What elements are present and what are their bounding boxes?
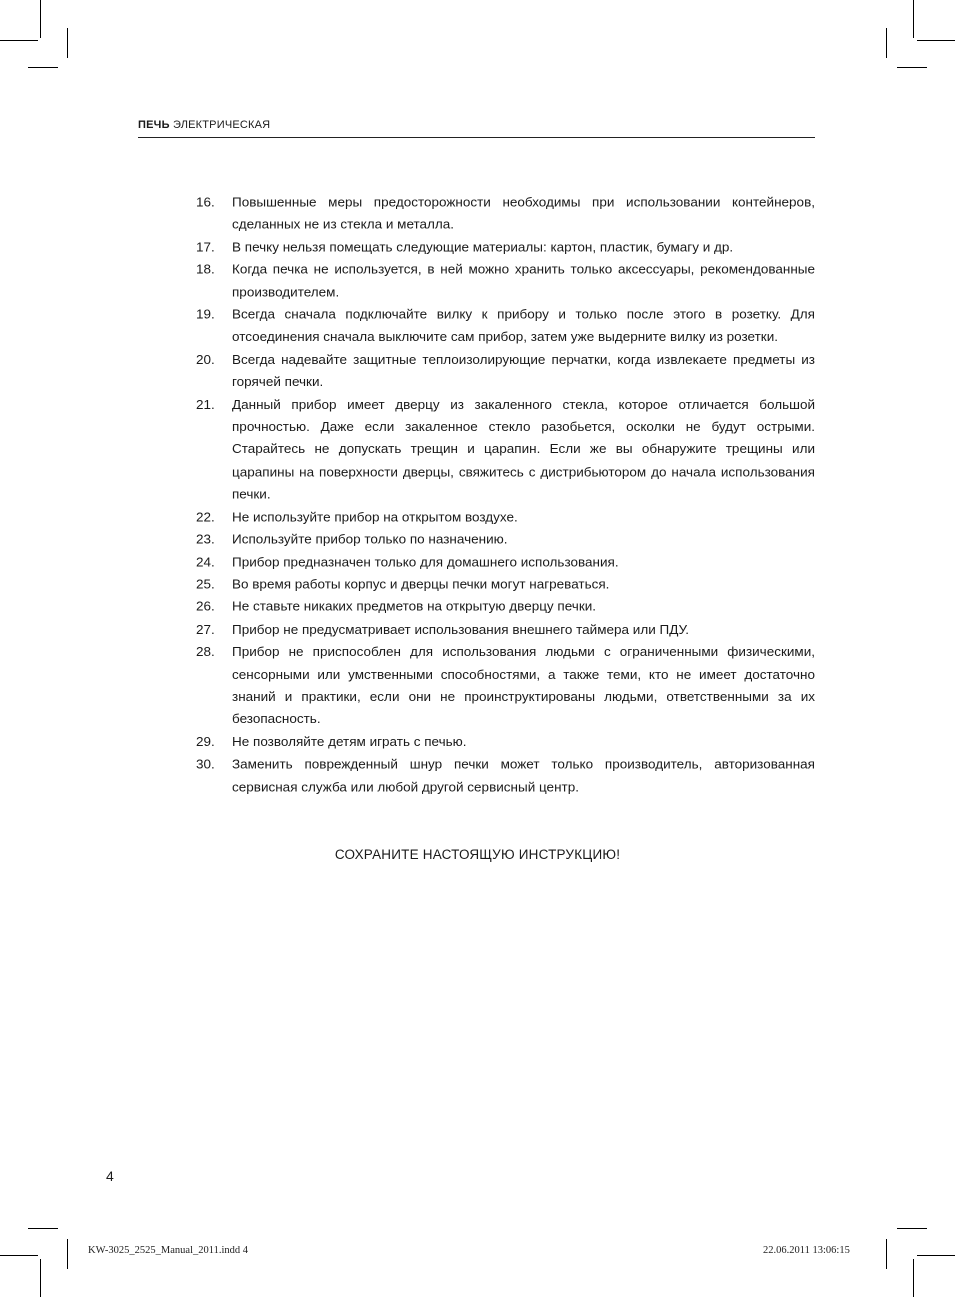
list-item-number: 30. xyxy=(196,756,215,772)
list-item xyxy=(196,731,815,753)
list-item xyxy=(196,753,815,798)
list-item xyxy=(196,191,815,236)
list-item-number: 24. xyxy=(196,554,215,569)
list-item xyxy=(196,303,815,348)
list-item-number: 21. xyxy=(196,397,215,412)
crop-mark xyxy=(886,28,887,58)
slug-timestamp: 22.06.2011 13:06:15 xyxy=(763,1245,850,1256)
running-header xyxy=(138,119,815,138)
slug-filename: KW-3025_2525_Manual_2011.indd 4 xyxy=(88,1245,249,1256)
list-item-number: 26. xyxy=(196,599,215,614)
list-item xyxy=(196,573,815,595)
list-item-text: Данный прибор имеет дверцу из закаленного стекла, которое отличается большой прочностью. Даже если закаленное стекло разобьется, осколки не будут острыми. Старайтесь не допускать трещин и царапин. Если же вы обнаружите трещины или царапины на поверхности дверцы, свяжитесь с дистрибьютором до начала использования печки. xyxy=(232,397,815,502)
list-item-text: Используйте прибор только по назначению. xyxy=(232,532,508,547)
crop-mark xyxy=(897,67,927,68)
crop-mark xyxy=(917,1255,955,1256)
list-item-text: Не позволяйте детям играть с печью. xyxy=(232,734,467,749)
list-item-number: 19. xyxy=(196,307,215,322)
list-item-number: 16. xyxy=(196,194,215,210)
list-item xyxy=(196,393,815,505)
list-item-text: Не ставьте никаких предметов на открытую дверцу печки. xyxy=(232,599,597,614)
crop-mark xyxy=(897,1228,927,1229)
safety-instructions-list xyxy=(196,191,815,798)
list-item-number: 23. xyxy=(196,532,215,547)
list-item-number: 20. xyxy=(196,352,215,367)
list-item xyxy=(196,528,815,550)
list-item-text: Прибор не предусматривает использования внешнего таймера или ПДУ. xyxy=(232,621,690,637)
list-item xyxy=(196,236,815,258)
list-item-number: 27. xyxy=(196,621,215,637)
header-title-bold: ПЕЧЬ xyxy=(138,119,170,131)
crop-mark xyxy=(40,1259,41,1297)
closing-note: СОХРАНИТЕ НАСТОЯЩУЮ ИНСТРУКЦИЮ! xyxy=(334,847,621,862)
list-item xyxy=(196,618,815,640)
crop-mark xyxy=(886,1239,887,1269)
list-item xyxy=(196,258,815,303)
page-number: 4 xyxy=(106,1168,114,1184)
crop-mark xyxy=(0,40,38,41)
crop-mark xyxy=(40,0,41,38)
list-item-text: Прибор предназначен только для домашнего использования. xyxy=(232,554,619,569)
list-item-number: 28. xyxy=(196,644,215,659)
crop-mark xyxy=(917,40,955,41)
list-item-text: Всегда сначала подключайте вилку к прибору и только после этого в розетку. Для отсоединения сначала выключите сам прибор, затем уже выдерните вилку из розетки. xyxy=(232,307,815,345)
list-item-text: Повышенные меры предосторожности необходимы при использовании контейнеров, сделанных не из стекла и металла. xyxy=(232,194,815,232)
list-item xyxy=(196,551,815,573)
crop-mark xyxy=(913,1259,914,1297)
list-item xyxy=(196,596,815,618)
header-title-rest: ЭЛЕКТРИЧЕСКАЯ xyxy=(172,119,271,131)
list-item-number: 25. xyxy=(196,577,215,592)
list-item-text: Заменить поврежденный шнур печки может только производитель, авторизованная сервисная служба или любой другой сервисный центр. xyxy=(232,756,815,794)
list-item-text: Во время работы корпус и дверцы печки могут нагреваться. xyxy=(232,577,610,592)
crop-mark xyxy=(28,67,58,68)
crop-mark xyxy=(28,1228,58,1229)
list-item-number: 22. xyxy=(196,509,215,524)
list-item xyxy=(196,641,815,731)
list-item-text: Когда печка не используется, в ней можно хранить только аксессуары, рекомендованные производителем. xyxy=(232,262,815,300)
list-item-text: Всегда надевайте защитные теплоизолирующие перчатки, когда извлекаете предметы из горячей печки. xyxy=(232,352,815,390)
crop-mark xyxy=(913,0,914,38)
list-item-number: 29. xyxy=(196,734,215,749)
list-item-number: 18. xyxy=(196,262,215,277)
list-item xyxy=(196,348,815,393)
list-item xyxy=(196,506,815,528)
list-item-text: Не используйте прибор на открытом воздухе. xyxy=(232,509,518,524)
crop-mark xyxy=(0,1255,38,1256)
list-item-text: В печку нельзя помещать следующие материалы: картон, пластик, бумагу и др. xyxy=(232,239,734,255)
crop-mark xyxy=(67,1239,68,1269)
list-item-text: Прибор не приспособлен для использования людьми с ограниченными физическими, сенсорными или умственными способностями, а также теми, кто не имеет достаточно знаний и практики, если они не проинструктированы людьми, ответственными за их безопасность. xyxy=(232,644,815,727)
crop-mark xyxy=(67,28,68,58)
list-item-number: 17. xyxy=(196,239,215,255)
